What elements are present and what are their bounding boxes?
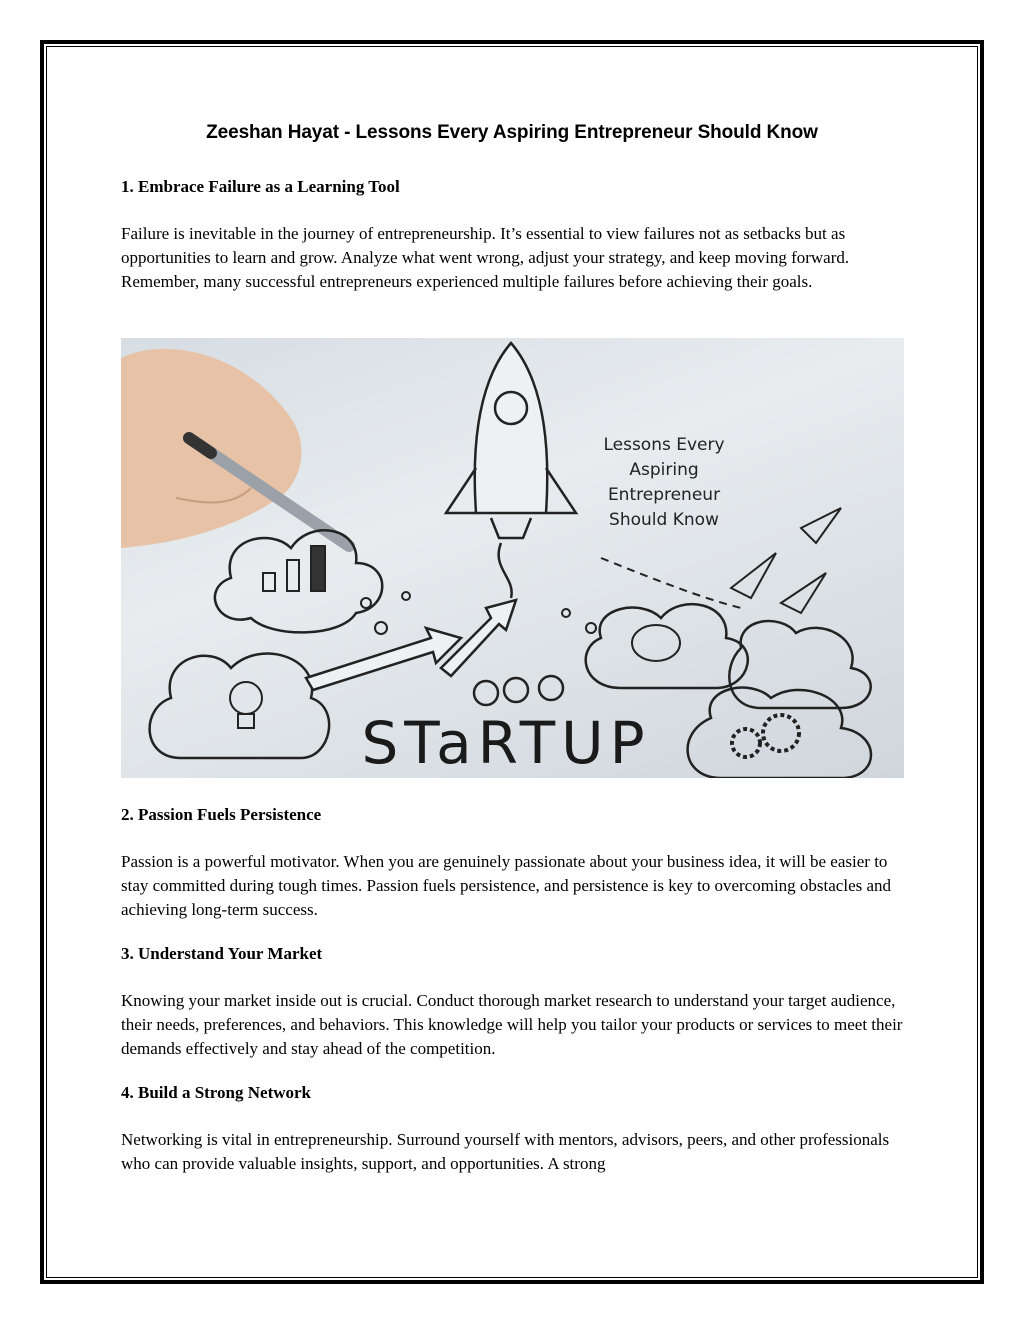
section-2-heading: 2. Passion Fuels Persistence: [121, 805, 322, 824]
rocket-drawing: [446, 343, 576, 598]
section-1-heading: 1. Embrace Failure as a Learning Tool: [121, 177, 400, 196]
money-bags: [474, 676, 563, 705]
section-3-body: Knowing your market inside out is crucial. Conduct thorough market research to understand your target audience, their needs, preferences, and behaviors. This knowledge will help you tailor your products or services to meet their demands effectively and stay ahead of the competition.: [121, 991, 903, 1058]
caption-line-1: Lessons Every: [603, 435, 725, 455]
caption-line-2: Aspiring: [629, 460, 699, 480]
caption-line-3: Entrepreneur: [607, 485, 721, 505]
section-2-body: Passion is a powerful motivator. When you are genuinely passionate about your business idea, it will be easier to stay committed during tough times. Passion fuels persistence, and persistence is key to overcoming obstacles and achieving long-term success.: [121, 852, 892, 919]
bulb-cloud: [150, 654, 329, 758]
startup-illustration: [121, 338, 904, 778]
section-4-heading: 4. Build a Strong Network: [121, 1083, 312, 1102]
brain-cloud: [586, 604, 748, 688]
paper-planes: [731, 508, 841, 613]
section-4-body: Networking is vital in entrepreneurship. Surround yourself with mentors, advisors, peers, and other professionals who can provide valuable insights, support, and opportunities. A strong: [121, 1130, 890, 1173]
image-caption: [603, 435, 724, 530]
startup-word: STaRTUP: [361, 709, 651, 777]
gears-cloud: [688, 688, 871, 778]
document-title: Zeeshan Hayat - Lessons Every Aspiring Entrepreneur Should Know: [206, 122, 818, 143]
section-1-body: Failure is inevitable in the journey of entrepreneurship. It’s essential to view failures not as setbacks but as opportunities to learn and grow. Analyze what went wrong, adjust your strategy, and keep moving forward. Remember, many successful entrepreneurs experienced multiple failures before achieving their goals.: [121, 224, 850, 291]
left-arrow: [306, 628, 461, 690]
caption-line-4: Should Know: [609, 510, 719, 530]
section-3-heading: 3. Understand Your Market: [121, 944, 323, 963]
